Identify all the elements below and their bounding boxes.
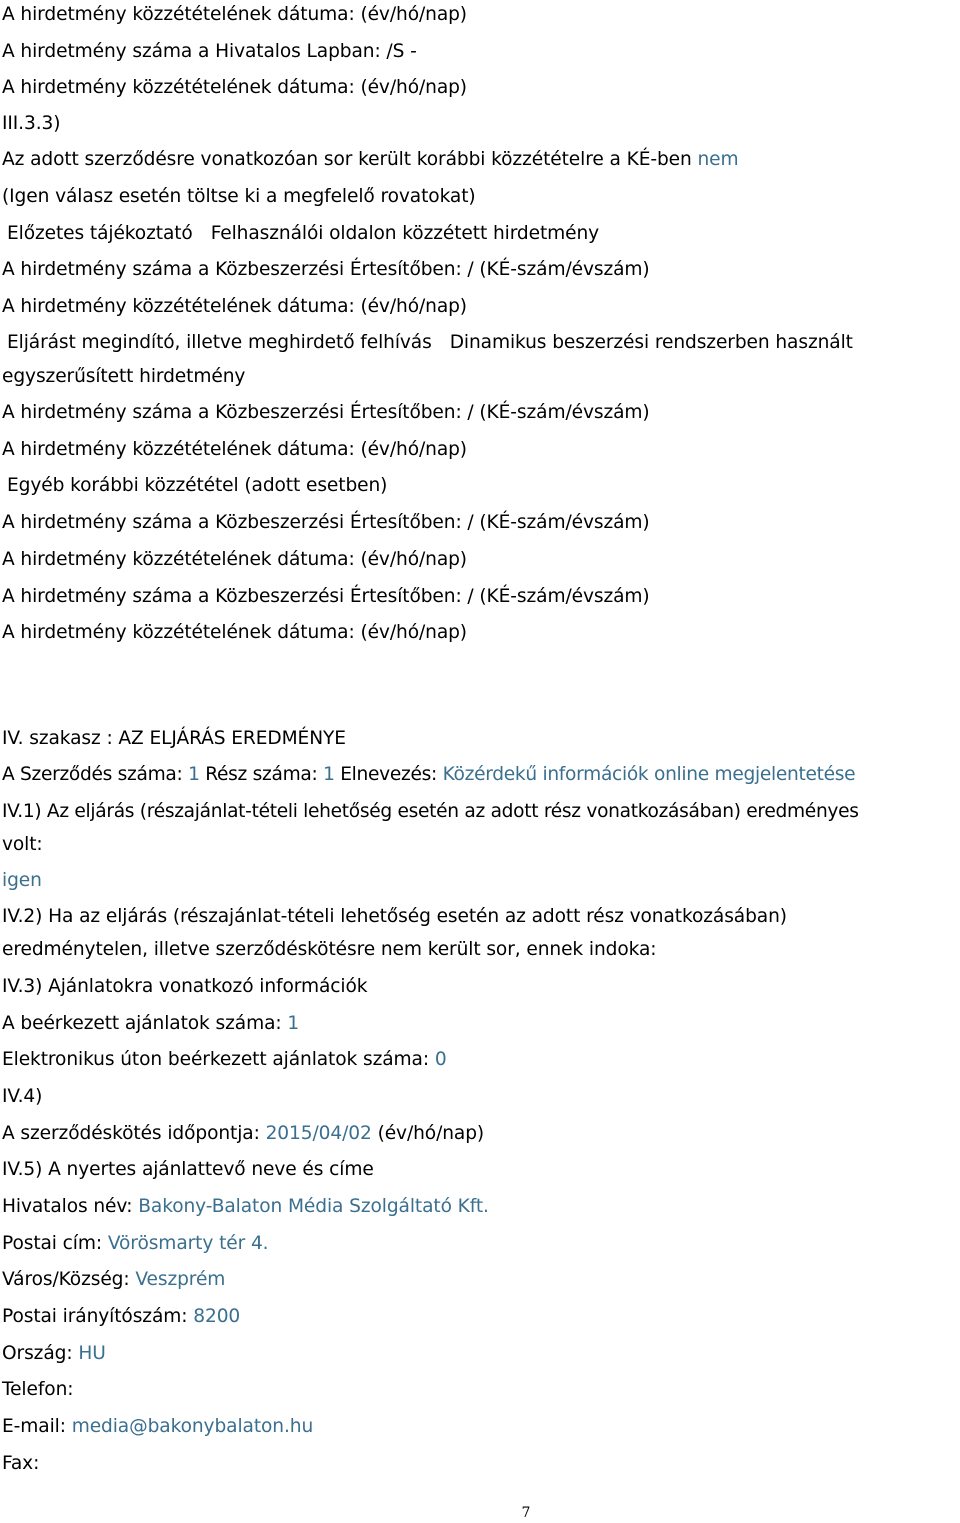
postal-address-value: Vörösmarty tér 4. xyxy=(107,1233,269,1254)
notice-date-line: A hirdetmény közzétételének dátuma: (év/hó/nap) xyxy=(2,549,467,570)
offers-received-line xyxy=(2,1012,299,1036)
official-journal-number-line: A hirdetmény száma a Hivatalos Lapban: /S - xyxy=(2,41,417,62)
dynamic-purchasing-label: Dinamikus beszerzési rendszerben használt xyxy=(449,332,853,353)
notice-date-line: A hirdetmény közzétételének dátuma: (év/hó/nap) xyxy=(2,77,467,98)
page-number: 7 xyxy=(521,1505,531,1521)
contract-date-format: (év/hó/nap) xyxy=(377,1123,485,1144)
zip-value: 8200 xyxy=(193,1306,241,1327)
contract-name-label: Elnevezés: xyxy=(340,764,437,785)
postal-address-line xyxy=(2,1232,269,1256)
electronic-offers-value: 0 xyxy=(434,1049,447,1070)
contract-date-line xyxy=(2,1122,484,1146)
part-number-value: 1 xyxy=(323,764,335,785)
ke-notice-number-line: A hirdetmény száma a Közbeszerzési Értesítőben: / (KÉ-szám/évszám) xyxy=(2,512,650,533)
iv-1-question-cont: volt: xyxy=(2,834,43,855)
official-name-value: Bakony-Balaton Média Szolgáltató Kft. xyxy=(138,1196,489,1217)
contract-number-value: 1 xyxy=(188,764,200,785)
part-number-label: Rész száma: xyxy=(205,764,318,785)
notice-date-line: A hirdetmény közzétételének dátuma: (év/hó/nap) xyxy=(2,622,467,643)
fax-line: Fax: xyxy=(2,1453,40,1474)
prior-publication-label: Az adott szerződésre vonatkozóan sor került korábbi közzétételre a KÉ-ben xyxy=(2,149,692,170)
iv-2-question: IV.2) Ha az eljárás (részajánlat-tételi lehetőség esetén az adott rész vonatkozásában) xyxy=(2,906,787,927)
electronic-offers-label: Elektronikus úton beérkezett ajánlatok száma: xyxy=(2,1049,430,1070)
country-line xyxy=(2,1342,106,1366)
ke-notice-number-line: A hirdetmény száma a Közbeszerzési Értesítőben: / (KÉ-szám/évszám) xyxy=(2,259,650,280)
contract-number-label: A Szerződés száma: xyxy=(2,764,183,785)
email-label: E-mail: xyxy=(2,1416,66,1437)
iv-5-heading: IV.5) A nyertes ajánlattevő neve és címe xyxy=(2,1159,374,1180)
contract-info-line xyxy=(2,763,855,787)
city-label: Város/Község: xyxy=(2,1269,130,1290)
offers-received-label: A beérkezett ajánlatok száma: xyxy=(2,1013,282,1034)
prior-publication-question xyxy=(2,148,739,172)
phone-line: Telefon: xyxy=(2,1379,74,1400)
contract-date-value: 2015/04/02 xyxy=(265,1123,372,1144)
section-heading-iii-3-3: III.3.3) xyxy=(2,113,61,134)
city-value: Veszprém xyxy=(135,1269,226,1290)
notice-type-options xyxy=(7,222,599,246)
city-line xyxy=(2,1268,225,1292)
notice-date-line: A hirdetmény közzétételének dátuma: (év/hó/nap) xyxy=(2,4,467,25)
iv-1-question: IV.1) Az eljárás (részajánlat-tételi lehetőség esetén az adott rész vonatkozásában) eredményes xyxy=(2,801,859,822)
postal-address-label: Postai cím: xyxy=(2,1233,103,1254)
electronic-offers-line xyxy=(2,1048,447,1072)
ke-notice-number-line: A hirdetmény száma a Közbeszerzési Értesítőben: / (KÉ-szám/évszám) xyxy=(2,586,650,607)
prior-publication-value: nem xyxy=(697,149,739,170)
section-iv-heading: IV. szakasz : AZ ELJÁRÁS EREDMÉNYE xyxy=(2,728,346,749)
other-publication-line: Egyéb korábbi közzététel (adott esetben) xyxy=(7,475,388,496)
email-line xyxy=(2,1415,313,1439)
iv-2-question-cont: eredménytelen, illetve szerződéskötésre nem került sor, ennek indoka: xyxy=(2,939,657,960)
prior-information-notice-label: Előzetes tájékoztató xyxy=(7,223,193,244)
simplified-notice-line: egyszerűsített hirdetmény xyxy=(2,366,246,387)
zip-label: Postai irányítószám: xyxy=(2,1306,188,1327)
notice-date-line: A hirdetmény közzétételének dátuma: (év/hó/nap) xyxy=(2,439,467,460)
iv-3-heading: IV.3) Ajánlatokra vonatkozó információk xyxy=(2,976,368,997)
country-value: HU xyxy=(78,1343,106,1364)
notice-type-options xyxy=(7,331,853,355)
contract-name-value: Közérdekű információk online megjelentetése xyxy=(442,764,856,785)
official-name-line xyxy=(2,1195,489,1219)
iv-4-heading: IV.4) xyxy=(2,1086,43,1107)
email-value: media@bakonybalaton.hu xyxy=(71,1416,314,1437)
zip-line xyxy=(2,1305,240,1329)
iv-1-answer: igen xyxy=(2,870,42,891)
contract-notice-label: Eljárást megindító, illetve meghirdető felhívás xyxy=(7,332,432,353)
buyer-profile-notice-label: Felhasználói oldalon közzétett hirdetmény xyxy=(210,223,600,244)
offers-received-value: 1 xyxy=(287,1013,300,1034)
instruction-note: (Igen válasz esetén töltse ki a megfelelő rovatokat) xyxy=(2,186,476,207)
ke-notice-number-line: A hirdetmény száma a Közbeszerzési Értesítőben: / (KÉ-szám/évszám) xyxy=(2,402,650,423)
contract-date-label: A szerződéskötés időpontja: xyxy=(2,1123,260,1144)
official-name-label: Hivatalos név: xyxy=(2,1196,133,1217)
country-label: Ország: xyxy=(2,1343,73,1364)
notice-date-line: A hirdetmény közzétételének dátuma: (év/hó/nap) xyxy=(2,296,467,317)
